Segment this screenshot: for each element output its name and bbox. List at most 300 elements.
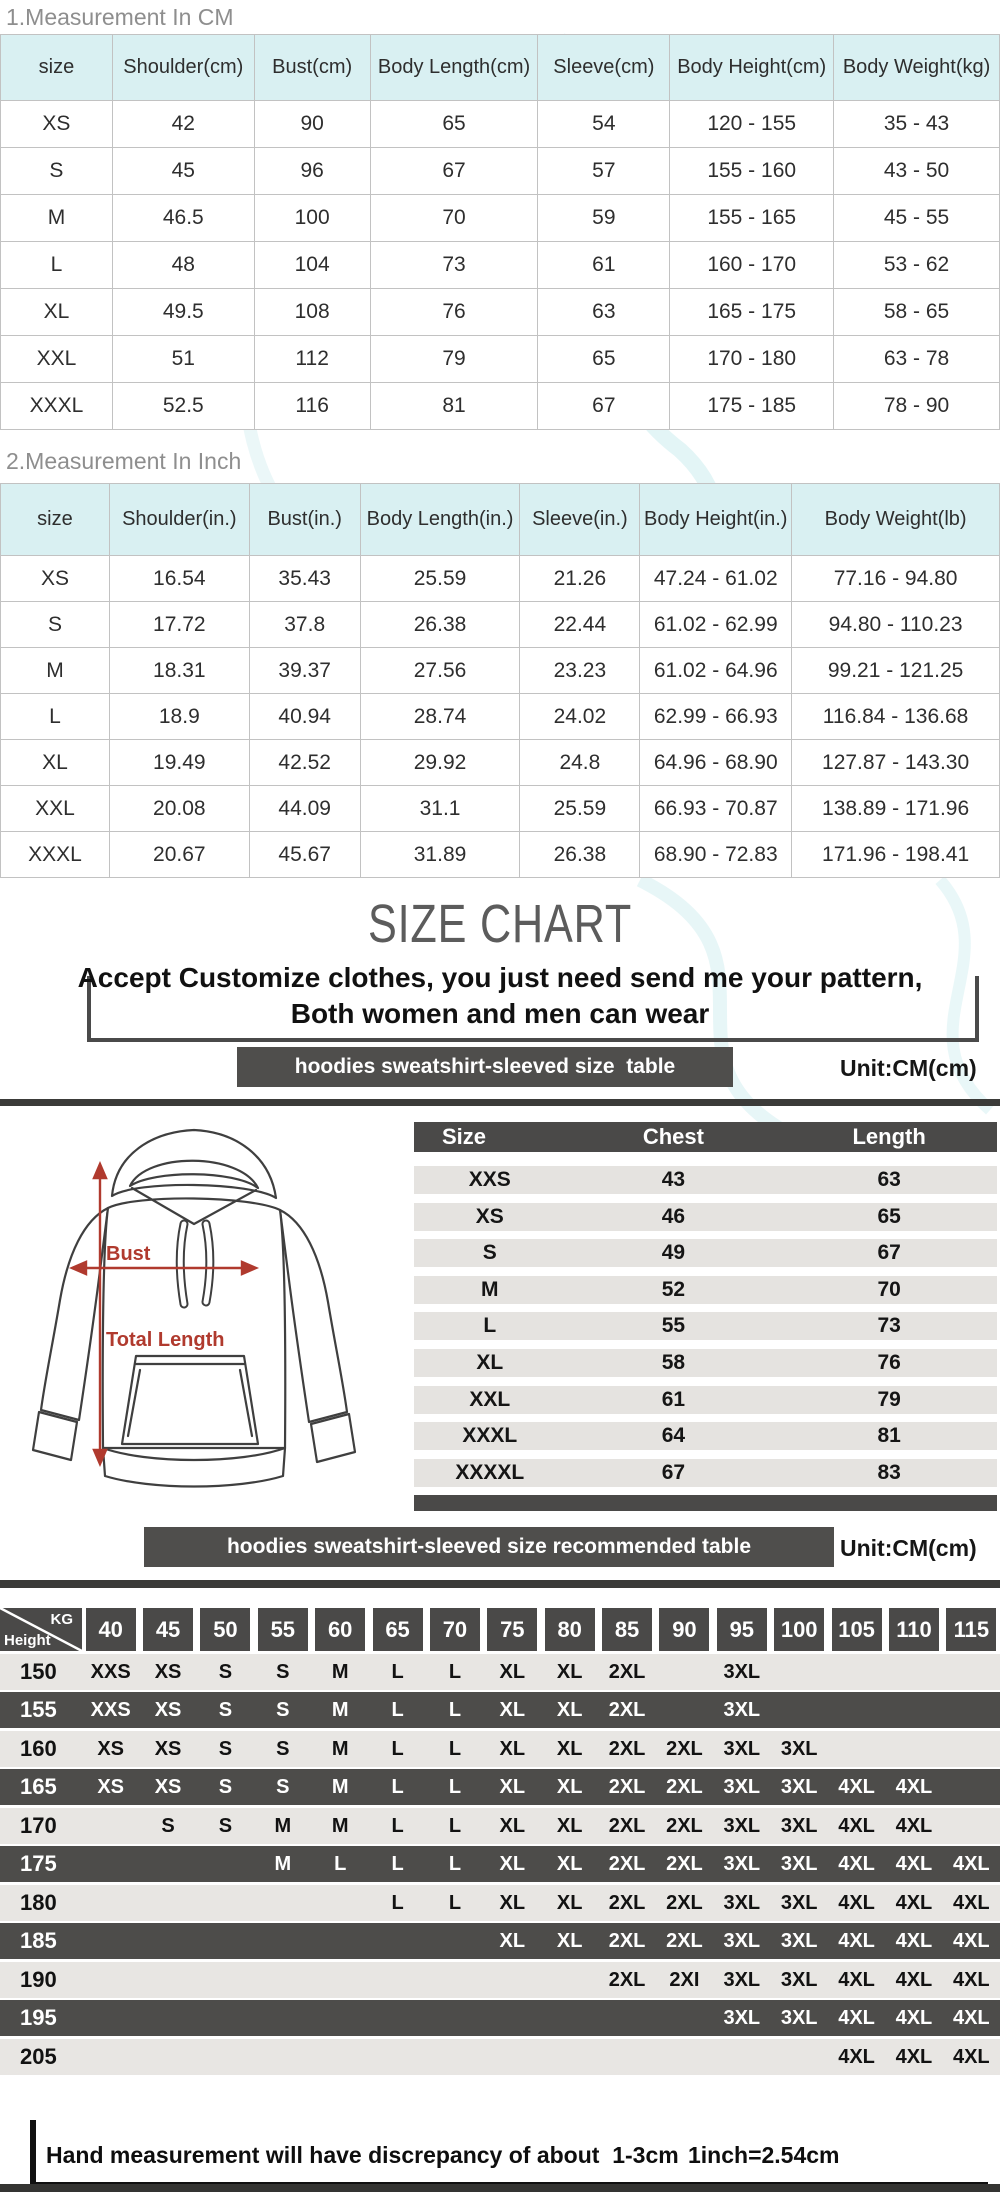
table-cell: XXXL bbox=[1, 383, 113, 430]
matrix-cell: 4XL bbox=[838, 1891, 875, 1914]
weight-column-header: 85 bbox=[598, 1608, 655, 1651]
table-cell: 73 bbox=[370, 242, 538, 289]
column-header: Body Length(cm) bbox=[370, 35, 538, 101]
weight-column-header: 110 bbox=[885, 1608, 942, 1651]
matrix-cell: XL bbox=[556, 1891, 583, 1914]
matrix-cell bbox=[82, 1923, 139, 1959]
table-cell: 171.96 - 198.41 bbox=[792, 832, 1000, 878]
matrix-cell: M bbox=[331, 1776, 349, 1798]
matrix-cell bbox=[484, 2000, 541, 2036]
table-cell: 104 bbox=[254, 242, 370, 289]
height-row-label: 170 bbox=[20, 1812, 57, 1838]
matrix-cell: XS bbox=[97, 1737, 125, 1760]
footer-note: Hand measurement will have discrepancy of about 1-3cm bbox=[46, 2142, 679, 2168]
matrix-cell: L bbox=[391, 1660, 404, 1683]
matrix-header-row bbox=[0, 1608, 1000, 1651]
table-cell: L bbox=[483, 1314, 497, 1338]
hoodie-right-sleeve bbox=[280, 1210, 347, 1422]
table-cell: 35.43 bbox=[249, 556, 360, 602]
height-row-label: 160 bbox=[20, 1735, 57, 1761]
table-cell: 81 bbox=[877, 1424, 901, 1448]
table-cell: 55 bbox=[661, 1314, 686, 1338]
matrix-cell: S bbox=[276, 1737, 290, 1760]
height-row-label: 165 bbox=[20, 1774, 57, 1799]
table-cell: 62.99 - 66.93 bbox=[640, 694, 792, 740]
matrix-cell: L bbox=[448, 1699, 462, 1721]
matrix-cell: M bbox=[274, 1814, 292, 1837]
matrix-cell: 4XL bbox=[952, 1968, 990, 1991]
weight-column-header: 95 bbox=[713, 1608, 770, 1651]
matrix-cell: 2XL bbox=[666, 1814, 703, 1837]
table-cell: 46.5 bbox=[112, 195, 254, 242]
matrix-cell: 2XL bbox=[666, 1891, 703, 1914]
matrix-cell: 2XL bbox=[608, 1930, 646, 1952]
inch-section-heading: 2.Measurement In Inch bbox=[6, 448, 242, 474]
matrix-cell: S bbox=[276, 1699, 290, 1721]
table-cell: XL bbox=[1, 289, 113, 336]
column-header: Bust(cm) bbox=[254, 35, 370, 101]
table-cell: 29.92 bbox=[360, 740, 520, 786]
matrix-cell bbox=[82, 2000, 139, 2036]
matrix-cell: 4XL bbox=[895, 1814, 933, 1837]
matrix-cell bbox=[885, 1654, 942, 1690]
column-header-length: Length bbox=[852, 1124, 926, 1149]
weight-column-header: 50 bbox=[197, 1608, 254, 1651]
table-cell: 155 - 165 bbox=[670, 195, 834, 242]
matrix-cell bbox=[82, 2039, 139, 2075]
matrix-cell: 4XL bbox=[895, 2007, 933, 2029]
table-row bbox=[1, 694, 1000, 740]
table-cell: S bbox=[1, 602, 110, 648]
column-header: Body Height(cm) bbox=[670, 35, 834, 101]
matrix-cell: XS bbox=[154, 1699, 182, 1721]
table-cell: 58 bbox=[661, 1350, 686, 1374]
matrix-cell bbox=[312, 1923, 369, 1959]
inch-measurement-table bbox=[0, 483, 1000, 878]
table-cell: 76 bbox=[370, 289, 538, 336]
table-cell: 67 bbox=[370, 148, 538, 195]
table-cell: 170 - 180 bbox=[670, 336, 834, 383]
matrix-cell bbox=[369, 2000, 426, 2036]
matrix-cell: 3XL bbox=[723, 1968, 761, 1991]
table-cell: 48 bbox=[112, 242, 254, 289]
table-cell: 68.90 - 72.83 bbox=[640, 832, 792, 878]
hoodie-diagram bbox=[12, 1118, 384, 1510]
matrix-cell bbox=[484, 1962, 541, 1998]
height-row-label: 205 bbox=[20, 2043, 57, 2069]
matrix-cell bbox=[598, 2000, 655, 2036]
matrix-cell: L bbox=[448, 1814, 462, 1837]
table-row bbox=[1, 648, 1000, 694]
table-cell: 45 bbox=[112, 148, 254, 195]
table-cell: 43 bbox=[661, 1168, 686, 1191]
weight-column-header: 100 bbox=[771, 1608, 828, 1651]
hoodie-right-cuff bbox=[311, 1414, 355, 1462]
matrix-cell: 3XL bbox=[723, 1853, 761, 1875]
matrix-cell bbox=[426, 2000, 483, 2036]
table-row bbox=[1, 383, 1000, 430]
table-cell: 31.1 bbox=[360, 786, 520, 832]
column-header: size bbox=[1, 35, 113, 101]
table-row bbox=[1, 336, 1000, 383]
matrix-cell: S bbox=[218, 1699, 233, 1721]
column-header-chest: Chest bbox=[642, 1124, 704, 1149]
matrix-cell: M bbox=[331, 1699, 349, 1721]
table-cell: 81 bbox=[370, 383, 538, 430]
table-cell: 52.5 bbox=[112, 383, 254, 430]
table-cell: 138.89 - 171.96 bbox=[792, 786, 1000, 832]
matrix-cell: 4XL bbox=[952, 1891, 990, 1914]
matrix-cell: M bbox=[331, 1737, 349, 1760]
matrix-cell: S bbox=[218, 1737, 233, 1760]
table-cell: 76 bbox=[877, 1350, 901, 1374]
matrix-cell bbox=[656, 2000, 713, 2036]
matrix-cell: S bbox=[218, 1660, 233, 1683]
matrix-cell bbox=[82, 1885, 139, 1921]
table-cell: 67 bbox=[661, 1460, 686, 1484]
table-cell: 42.52 bbox=[249, 740, 360, 786]
matrix-cell bbox=[139, 2000, 196, 2036]
table-cell: 39.37 bbox=[249, 648, 360, 694]
table-cell: 45 - 55 bbox=[834, 195, 1000, 242]
table-cell: 53 - 62 bbox=[834, 242, 1000, 289]
table-row bbox=[1, 289, 1000, 336]
matrix-cell: 2XL bbox=[608, 1814, 646, 1837]
matrix-cell: XL bbox=[556, 1737, 583, 1760]
hoodie-hem bbox=[103, 1448, 285, 1487]
matrix-cell: 4XL bbox=[838, 2045, 875, 2068]
table-cell: L bbox=[1, 242, 113, 289]
table-row bbox=[1, 556, 1000, 602]
table-cell: 17.72 bbox=[109, 602, 249, 648]
table-cell: 77.16 - 94.80 bbox=[792, 556, 1000, 602]
column-header: Sleeve(cm) bbox=[538, 35, 670, 101]
height-row-label: 150 bbox=[20, 1658, 57, 1684]
table-cell: M bbox=[481, 1277, 499, 1301]
matrix-cell bbox=[656, 1654, 713, 1690]
table-cell: XS bbox=[475, 1204, 504, 1228]
matrix-cell bbox=[656, 1692, 713, 1728]
table-cell: 160 - 170 bbox=[670, 242, 834, 289]
matrix-cell: L bbox=[391, 1699, 404, 1721]
matrix-cell: 4XL bbox=[838, 2007, 875, 2029]
matrix-cell: 3XL bbox=[780, 1930, 818, 1952]
height-label: Height bbox=[4, 1632, 51, 1649]
matrix-cell: L bbox=[448, 1853, 462, 1875]
table-cell: 79 bbox=[877, 1387, 901, 1411]
matrix-cell: 3XL bbox=[723, 1699, 761, 1721]
table-cell: 49.5 bbox=[112, 289, 254, 336]
matrix-cell: 4XL bbox=[952, 1853, 990, 1875]
inch-conversion-note: 1inch=2.54cm bbox=[688, 2142, 840, 2168]
matrix-cell: 3XL bbox=[780, 1968, 818, 1991]
weight-column-header: 75 bbox=[484, 1608, 541, 1651]
matrix-cell bbox=[885, 1692, 942, 1728]
table-cell: 27.56 bbox=[360, 648, 520, 694]
matrix-cell bbox=[943, 1731, 1000, 1767]
table-cell: 61 bbox=[661, 1387, 686, 1411]
table-row bbox=[414, 1422, 997, 1450]
matrix-cell: L bbox=[391, 1737, 404, 1760]
table-cell: 70 bbox=[370, 195, 538, 242]
hoodie-size-table-header bbox=[414, 1122, 997, 1152]
matrix-cell: 2XL bbox=[666, 1930, 703, 1952]
matrix-cell bbox=[541, 2039, 598, 2075]
table-cell: 99.21 - 121.25 bbox=[792, 648, 1000, 694]
height-row-label: 195 bbox=[20, 2005, 57, 2030]
table-cell: 52 bbox=[661, 1277, 686, 1301]
total-length-label: Total Length bbox=[106, 1329, 225, 1351]
matrix-cell: 4XL bbox=[895, 1853, 933, 1875]
table-cell: 37.8 bbox=[249, 602, 360, 648]
matrix-cell bbox=[312, 1962, 369, 1998]
unit-label-cm-1: Unit:CM(cm) bbox=[840, 1055, 977, 1081]
customize-note-line1: Accept Customize clothes, you just need send me your pattern, bbox=[77, 962, 923, 993]
matrix-cell: S bbox=[218, 1776, 233, 1798]
matrix-cell: 4XL bbox=[952, 1930, 990, 1952]
matrix-cell: L bbox=[448, 1776, 462, 1798]
size-chart-title: SIZE CHART bbox=[367, 894, 633, 954]
hoodie-left-cuff bbox=[33, 1412, 77, 1460]
table-cell: 61.02 - 62.99 bbox=[640, 602, 792, 648]
table-cell: 67 bbox=[877, 1241, 901, 1265]
table-cell: 94.80 - 110.23 bbox=[792, 602, 1000, 648]
table-row bbox=[1, 602, 1000, 648]
column-header: Shoulder(in.) bbox=[109, 484, 249, 556]
table-cell: 155 - 160 bbox=[670, 148, 834, 195]
table-row bbox=[1, 740, 1000, 786]
matrix-cell bbox=[197, 1923, 254, 1959]
matrix-cell: XL bbox=[499, 1853, 526, 1875]
matrix-cell: XL bbox=[556, 1776, 583, 1798]
matrix-cell bbox=[426, 1923, 483, 1959]
table-cell: 70 bbox=[877, 1277, 901, 1301]
table-row bbox=[1, 242, 1000, 289]
table-cell: XXL bbox=[469, 1387, 511, 1411]
table-cell: 65 bbox=[877, 1204, 901, 1228]
weight-column-header: 80 bbox=[541, 1608, 598, 1651]
table-cell: 127.87 - 143.30 bbox=[792, 740, 1000, 786]
matrix-cell bbox=[197, 2000, 254, 2036]
matrix-cell: 4XL bbox=[895, 2045, 933, 2068]
matrix-cell bbox=[369, 1962, 426, 1998]
table-cell: 35 - 43 bbox=[834, 101, 1000, 148]
matrix-corner-cell bbox=[0, 1608, 82, 1651]
table-cell: 175 - 185 bbox=[670, 383, 834, 430]
hoodie-size-table-bar: hoodies sweatshirt-sleeved size table bbox=[237, 1047, 733, 1087]
matrix-cell: 4XL bbox=[952, 2045, 990, 2068]
matrix-cell: 2XL bbox=[608, 1853, 646, 1875]
table-cell: 24.02 bbox=[520, 694, 640, 740]
matrix-cell: 4XL bbox=[838, 1776, 875, 1798]
weight-column-header: 90 bbox=[656, 1608, 713, 1651]
matrix-cell bbox=[426, 2039, 483, 2075]
weight-column-header: 45 bbox=[139, 1608, 196, 1651]
table-row bbox=[414, 1386, 997, 1414]
table-cell: 100 bbox=[254, 195, 370, 242]
recommended-size-matrix bbox=[0, 1608, 1000, 2075]
matrix-cell: 3XL bbox=[723, 1776, 761, 1798]
matrix-cell: 3XL bbox=[780, 1891, 818, 1914]
matrix-cell: L bbox=[334, 1853, 347, 1875]
table-cell: 47.24 - 61.02 bbox=[640, 556, 792, 602]
table-cell: 61.02 - 64.96 bbox=[640, 648, 792, 694]
matrix-cell: 3XL bbox=[780, 2007, 818, 2029]
table-cell: 64.96 - 68.90 bbox=[640, 740, 792, 786]
matrix-cell: XL bbox=[499, 1930, 526, 1952]
matrix-cell: 2XL bbox=[608, 1891, 646, 1914]
matrix-cell bbox=[254, 2000, 311, 2036]
matrix-cell bbox=[828, 1731, 885, 1767]
table-cell: 21.26 bbox=[520, 556, 640, 602]
table-cell: 26.38 bbox=[520, 832, 640, 878]
matrix-cell: 4XL bbox=[952, 2007, 990, 2029]
table-cell: 20.67 bbox=[109, 832, 249, 878]
table-cell: 96 bbox=[254, 148, 370, 195]
column-header: Sleeve(in.) bbox=[520, 484, 640, 556]
height-row-label: 155 bbox=[20, 1697, 57, 1722]
table-cell: 31.89 bbox=[360, 832, 520, 878]
table-cell: XXS bbox=[468, 1168, 511, 1191]
table-cell: 90 bbox=[254, 101, 370, 148]
matrix-cell: XL bbox=[499, 1776, 526, 1798]
table-cell: 22.44 bbox=[520, 602, 640, 648]
matrix-cell: M bbox=[274, 1853, 292, 1875]
matrix-cell bbox=[369, 2039, 426, 2075]
matrix-cell: L bbox=[391, 1853, 404, 1875]
matrix-cell: XS bbox=[154, 1776, 182, 1798]
unit-label-cm-2: Unit:CM(cm) bbox=[840, 1535, 977, 1561]
weight-column-header: 60 bbox=[312, 1608, 369, 1651]
table-cell: 18.31 bbox=[109, 648, 249, 694]
matrix-cell bbox=[369, 1923, 426, 1959]
matrix-cell bbox=[197, 1962, 254, 1998]
table-cell: 58 - 65 bbox=[834, 289, 1000, 336]
matrix-row bbox=[0, 2039, 1000, 2075]
table-cell: L bbox=[1, 694, 110, 740]
table-row bbox=[414, 1459, 997, 1487]
table-header-row bbox=[1, 35, 1000, 101]
matrix-cell bbox=[254, 2039, 311, 2075]
table-cell: 51 bbox=[112, 336, 254, 383]
table-cell: XXXXL bbox=[455, 1460, 525, 1484]
matrix-cell bbox=[139, 1885, 196, 1921]
hoodie-pocket bbox=[122, 1356, 258, 1444]
matrix-cell bbox=[598, 2039, 655, 2075]
table-cell: 18.9 bbox=[109, 694, 249, 740]
table-row bbox=[414, 1276, 997, 1304]
table-cell: 63 bbox=[877, 1168, 901, 1191]
matrix-cell bbox=[771, 1654, 828, 1690]
hoodie-size-table-footer-bar bbox=[414, 1495, 997, 1511]
table-cell: XL bbox=[476, 1350, 504, 1374]
table-cell: 108 bbox=[254, 289, 370, 336]
table-cell: 66.93 - 70.87 bbox=[640, 786, 792, 832]
matrix-cell: S bbox=[276, 1776, 290, 1798]
table-row bbox=[414, 1203, 997, 1231]
matrix-cell bbox=[771, 1692, 828, 1728]
matrix-cell bbox=[943, 1808, 1000, 1844]
table-row bbox=[414, 1166, 997, 1194]
cm-section-heading: 1.Measurement In CM bbox=[6, 4, 234, 30]
hoodie-left-sleeve bbox=[41, 1208, 108, 1420]
matrix-cell bbox=[139, 1846, 196, 1882]
matrix-row bbox=[0, 1962, 1000, 1998]
table-cell: 120 - 155 bbox=[670, 101, 834, 148]
matrix-cell bbox=[828, 1654, 885, 1690]
table-cell: 25.59 bbox=[360, 556, 520, 602]
matrix-cell bbox=[197, 2039, 254, 2075]
table-cell: 45.67 bbox=[249, 832, 360, 878]
height-row-label: 185 bbox=[20, 1928, 57, 1953]
matrix-cell bbox=[139, 1962, 196, 1998]
matrix-row bbox=[0, 1769, 1000, 1805]
matrix-cell: 4XL bbox=[895, 1891, 933, 1914]
weight-column-header: 105 bbox=[828, 1608, 885, 1651]
matrix-cell bbox=[254, 1962, 311, 1998]
matrix-cell: 4XL bbox=[838, 1968, 875, 1991]
matrix-row bbox=[0, 1692, 1000, 1728]
table-cell: M bbox=[1, 195, 113, 242]
matrix-cell: XL bbox=[556, 1699, 583, 1721]
table-row bbox=[414, 1312, 997, 1340]
table-cell: 65 bbox=[370, 101, 538, 148]
column-header: Shoulder(cm) bbox=[112, 35, 254, 101]
bust-label: Bust bbox=[106, 1243, 151, 1265]
table-row bbox=[1, 195, 1000, 242]
bottom-bar bbox=[0, 2184, 1000, 2192]
matrix-cell: 3XL bbox=[780, 1853, 818, 1875]
weight-column-header: 55 bbox=[254, 1608, 311, 1651]
matrix-cell: L bbox=[448, 1660, 462, 1683]
matrix-cell: L bbox=[391, 1814, 404, 1837]
height-row-label: 180 bbox=[20, 1889, 57, 1915]
matrix-cell bbox=[312, 2039, 369, 2075]
matrix-cell: XL bbox=[556, 1660, 583, 1683]
column-header: Body Weight(kg) bbox=[834, 35, 1000, 101]
table-cell: 63 - 78 bbox=[834, 336, 1000, 383]
table-row bbox=[1, 786, 1000, 832]
matrix-cell: 2XL bbox=[608, 1968, 646, 1991]
matrix-row bbox=[0, 2000, 1000, 2036]
matrix-cell: 2XL bbox=[608, 1660, 646, 1683]
table-cell: 67 bbox=[538, 383, 670, 430]
matrix-cell: L bbox=[448, 1891, 462, 1914]
matrix-cell: XL bbox=[556, 1814, 583, 1837]
matrix-cell: 3XL bbox=[723, 1930, 761, 1952]
matrix-cell: 4XL bbox=[838, 1930, 875, 1952]
matrix-cell bbox=[484, 2039, 541, 2075]
table-cell: XXL bbox=[1, 786, 110, 832]
matrix-row bbox=[0, 1808, 1000, 1844]
table-cell: 116 bbox=[254, 383, 370, 430]
matrix-cell: 2XL bbox=[666, 1776, 703, 1798]
matrix-cell bbox=[312, 2000, 369, 2036]
table-cell: 112 bbox=[254, 336, 370, 383]
table-cell: S bbox=[482, 1241, 497, 1265]
matrix-cell: XL bbox=[499, 1737, 526, 1760]
table-cell: 16.54 bbox=[109, 556, 249, 602]
matrix-cell: S bbox=[218, 1814, 233, 1837]
matrix-cell: 4XL bbox=[838, 1814, 875, 1837]
table-cell: 24.8 bbox=[520, 740, 640, 786]
matrix-row bbox=[0, 1731, 1000, 1767]
table-cell: 28.74 bbox=[360, 694, 520, 740]
matrix-row bbox=[0, 1654, 1000, 1690]
table-row bbox=[1, 148, 1000, 195]
cm-measurement-table bbox=[0, 34, 1000, 430]
matrix-cell: XL bbox=[499, 1891, 526, 1914]
